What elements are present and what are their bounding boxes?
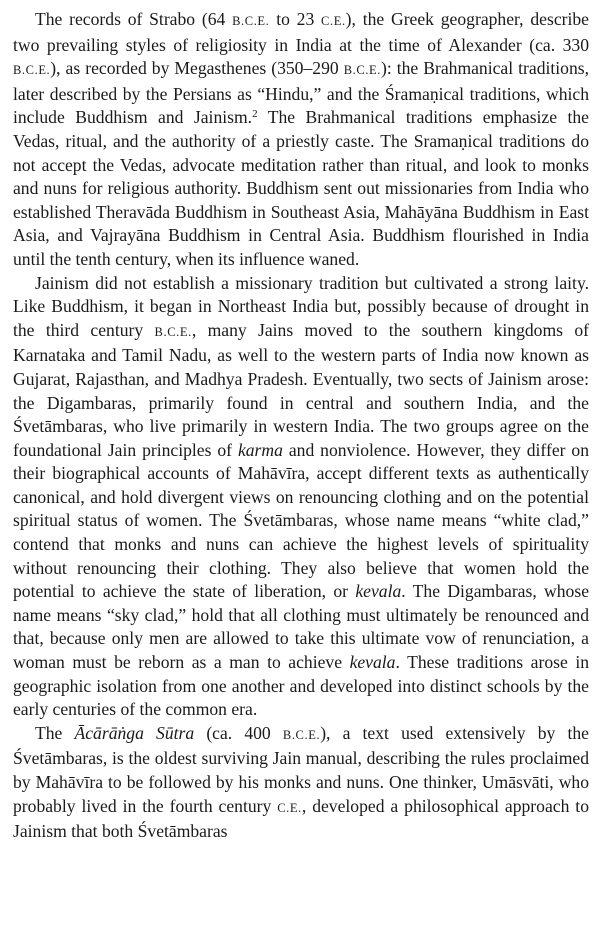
- text-run: ): the Brahmanical traditions, later described by the Persians as “Hindu,” and the Śramaṇical traditions, which include Buddhism and Jainism.: [13, 58, 589, 128]
- italic-term: kevala: [355, 581, 402, 602]
- footnote-marker: 2: [252, 108, 258, 121]
- paragraph-strabo-records: [13, 8, 589, 272]
- text-run: . These traditions arose in geographic isolation from one another and developed into distinct schools by the early centuries of the common era.: [13, 652, 589, 720]
- era-abbreviation: B.C.E.: [343, 63, 381, 78]
- text-run: . The Digambaras, whose name means “sky clad,” hold that all clothing must ultimately be renounced and that, because only men are allowed to take this ultimate vow of renunciation, a woman must be reborn as a man to achieve: [13, 581, 589, 673]
- era-abbreviation: C.E.: [277, 800, 302, 815]
- era-abbreviation: C.E.: [321, 14, 346, 28]
- text-run: ), a text used extensively by the Śvetāmbaras, is the oldest surviving Jain manual, describing the rules proclaimed by Mahāvīra to be followed by his monks and nuns. One thinker, Umāsvāti, who probably lived in the fourth century: [13, 722, 589, 816]
- italic-term: kevala: [349, 652, 396, 673]
- paragraph-jainism-sects: [13, 272, 589, 722]
- text-run: The records of Strabo (64: [35, 9, 233, 29]
- italic-term: Ācārāṅga Sūtra: [74, 722, 195, 743]
- era-abbreviation: B.C.E.: [282, 727, 321, 742]
- text-run: and nonviolence. However, they differ on their biographical accounts of Mahāvīra, accept different texts as authentically canonical, and hold divergent views on renouncing clothing and on the potential spiritual status of women. The Śvetāmbaras, whose name means “white clad,” contend that monks and nuns can achieve the highest levels of spirituality without renouncing their clothing. They also believe that women hold the potential to achieve the state of liberation, or: [13, 439, 589, 602]
- text-run: Jainism did not establish a missionary tradition but cultivated a strong laity. Like Buddhism, it began in Northeast India but, possibly because of drought in the third century: [13, 272, 589, 340]
- text-run: (ca. 400: [194, 722, 283, 743]
- era-abbreviation: B.C.E.: [232, 14, 270, 28]
- text-run: ), the Greek geographer, describe two prevailing styles of religiosity in India at the time of Alexander (ca. 330: [13, 9, 589, 55]
- text-run: ), as recorded by Megasthenes (350–290: [50, 58, 344, 79]
- paragraph-acaranga-sutra: [13, 722, 589, 844]
- text-run: to 23: [269, 9, 322, 29]
- italic-term: karma: [237, 439, 283, 460]
- text-run: , developed a philosophical approach to Jainism that both Śvetāmbaras: [13, 795, 589, 842]
- era-abbreviation: B.C.E.: [154, 324, 192, 339]
- text-run: The Brahmanical traditions emphasize the Vedas, ritual, and the authority of a priestly caste. The Sramaṇical traditions do not accept the Vedas, advocate meditation rather than ritual, and look to monks and nuns for religious authority. Buddhism sent out missionaries from India who established Theravāda Buddhism in Southeast Asia, Mahāyāna Buddhism in East Asia, and Vajrayāna Buddhism in Central Asia. Buddhism flourished in India until the tenth century, when its influence waned.: [13, 107, 589, 269]
- text-run: , many Jains moved to the southern kingdoms of Karnataka and Tamil Nadu, as well to the western parts of India now known as Gujarat, Rajasthan, and Madhya Pradesh. Eventually, two sects of Jainism arose: the Digambaras, primarily found in central and southern India, and the Śvetāmbaras, who live primarily in western India. The two groups agree on the foundational Jain principles of: [13, 319, 589, 460]
- era-abbreviation: B.C.E.: [13, 63, 51, 78]
- text-run: The: [35, 722, 75, 743]
